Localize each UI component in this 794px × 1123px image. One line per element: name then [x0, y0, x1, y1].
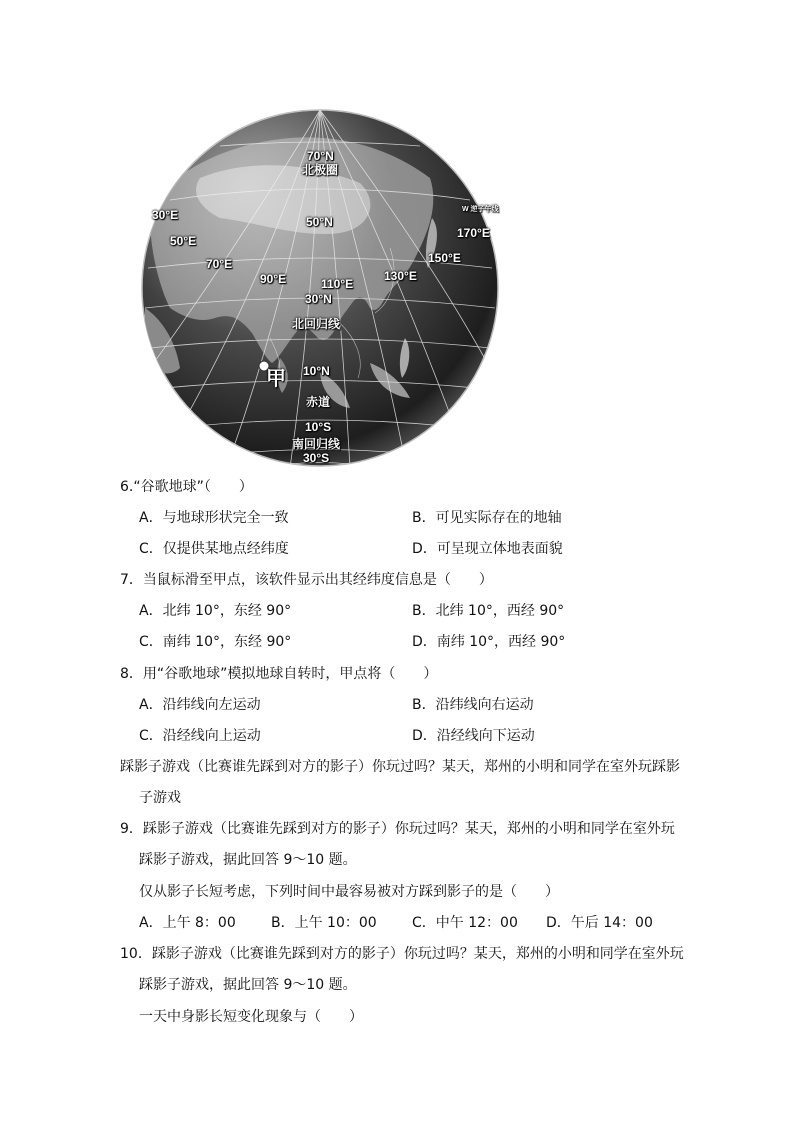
label-tropic-north: 北回归线 — [292, 317, 341, 331]
label-lon110e: 110°E — [321, 277, 354, 291]
label-lat30n: 30°N — [305, 292, 332, 306]
globe-figure — [140, 108, 500, 468]
q8-option-a: A．沿纬线向左运动 — [139, 697, 261, 713]
label-tiny: W 逆子午线 — [462, 206, 499, 213]
q7-option-d: D．南纬 10°，西经 90° — [412, 634, 566, 650]
q9-option-c: C．中午 12：00 — [412, 915, 518, 931]
label-arctic-circle: 北极圈 — [302, 163, 339, 177]
q6-option-d: D．可呈现立体地表面貌 — [412, 541, 563, 557]
intro-line-1: 踩影子游戏（比赛谁先踩到对方的影子）你玩过吗？某天，郑州的小明和同学在室外玩踩影 — [120, 759, 680, 775]
label-lat70n: 70°N — [307, 149, 334, 163]
label-lat30s: 30°S — [303, 451, 330, 465]
label-lon130e: 130°E — [384, 269, 417, 283]
q10-line-2: 踩影子游戏，据此回答 9～10 题。 — [139, 977, 357, 993]
q6-option-a: A．与地球形状完全一致 — [139, 510, 289, 526]
label-equator: 赤道 — [306, 395, 331, 409]
label-lon30e: 30°E — [152, 208, 179, 222]
label-point-jia: 甲 — [266, 366, 286, 390]
q6-option-b: B．可见实际存在的地轴 — [412, 510, 562, 526]
q9-line-2: 踩影子游戏，据此回答 9～10 题。 — [139, 852, 357, 868]
q10-stem: 一天中身影长短变化现象与（ ） — [139, 1009, 363, 1025]
label-tropic-south: 南回归线 — [292, 437, 341, 451]
q9-line-1: 9．踩影子游戏（比赛谁先踩到对方的影子）你玩过吗？某天，郑州的小明和同学在室外玩 — [120, 821, 675, 837]
q10-line-1: 10．踩影子游戏（比赛谁先踩到对方的影子）你玩过吗？某天，郑州的小明和同学在室外玩 — [120, 946, 684, 962]
q7-stem: 7．当鼠标滑至甲点，该软件显示出其经纬度信息是（ ） — [120, 572, 493, 588]
q8-option-c: C．沿经线向上运动 — [139, 728, 261, 744]
label-lat50n: 50°N — [306, 215, 333, 229]
q9-option-d: D．午后 14：00 — [546, 915, 653, 931]
label-lat10n: 10°N — [303, 364, 330, 378]
label-lon90e: 90°E — [260, 272, 287, 286]
q7-option-b: B．北纬 10°，西经 90° — [412, 603, 565, 619]
label-lon70e: 70°E — [206, 257, 233, 271]
q8-stem: 8．用“谷歌地球”模拟地球自转时，甲点将（ ） — [120, 666, 438, 682]
label-lon150e: 150°E — [428, 251, 461, 265]
q7-option-a: A．北纬 10°，东经 90° — [139, 603, 292, 619]
q6-stem: 6.“谷歌地球”（ ） — [120, 479, 253, 495]
q7-option-c: C．南纬 10°，东经 90° — [139, 634, 292, 650]
q8-option-d: D．沿经线向下运动 — [412, 728, 535, 744]
q9-stem: 仅从影子长短考虑，下列时间中最容易被对方踩到影子的是（ ） — [139, 884, 559, 900]
q9-option-a: A．上午 8：00 — [139, 915, 236, 931]
label-lat10s: 10°S — [305, 420, 332, 434]
label-lon170e: 170°E — [457, 226, 490, 240]
q6-option-c: C．仅提供某地点经纬度 — [139, 541, 289, 557]
label-lon50e: 50°E — [170, 234, 197, 248]
q8-option-b: B．沿纬线向右运动 — [412, 697, 534, 713]
intro-line-2: 子游戏 — [139, 790, 181, 806]
q9-option-b: B．上午 10：00 — [271, 915, 377, 931]
